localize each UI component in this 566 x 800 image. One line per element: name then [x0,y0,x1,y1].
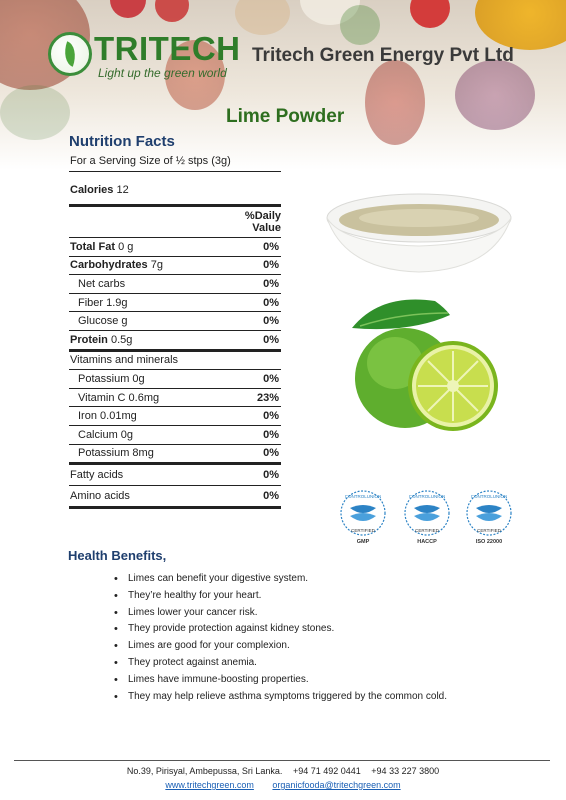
list-item: • Limes are good for your complexion. [112,638,447,655]
calories-row [69,172,281,207]
turmeric-decoration [475,0,566,50]
nutrient-row-iron [69,407,281,426]
nutrient-name: Amino acids [70,490,130,503]
footer-address: No.39, Pirisyal, Ambepussa, Sri Lanka. [126,766,283,776]
tritech-logo [48,30,248,90]
nutrient-percent: 0% [263,259,279,272]
list-item: • Limes lower your cancer risk. [112,605,447,622]
nutrient-name: Fatty acids [70,469,124,482]
cert-sub-text: CERTIFIED [415,528,439,533]
product-title: Lime Powder [226,106,345,127]
list-item: • Limes have immune-boosting properties. [112,672,447,689]
tomato-decoration [410,0,450,28]
daily-value-header-line2: Value [252,222,281,234]
nutrient-amount: 0.6mg [128,391,160,404]
nutrient-percent: 0% [263,428,279,441]
website-link[interactable]: www.tritechgreen.com [165,780,254,790]
cert-label: ISO 22000 [475,539,503,545]
nutrient-name: Vitamins and minerals [70,354,179,367]
nutrient-amount: 0.5g [110,333,133,346]
cert-ring-text: CONTROLUNION [408,494,446,499]
nutrient-percent: 0% [263,490,279,503]
nutrition-facts-panel [69,133,281,509]
lime-powder-bowl-image [325,192,513,274]
nutrient-percent: 0% [263,296,279,309]
nutrient-row-protein [69,331,281,352]
nutrient-name: Vitamin C [78,391,126,404]
nutrient-name: Glucose [78,315,119,328]
nutrient-name: Potassium [78,447,130,460]
tomato-decoration [155,0,189,22]
nutrient-name: Iron [78,410,97,423]
nutrient-row-net-carbs [69,275,281,294]
calories-value: 12 [116,184,129,196]
nutrient-percent: 0% [263,447,279,460]
vitamins-minerals-heading [69,352,281,371]
nutrient-percent: 0% [263,315,279,328]
nutrient-row-potassium-2 [69,445,281,466]
nutrient-row-vitamin-c [69,389,281,408]
nutrient-percent: 0% [263,333,279,346]
nutrient-name: Total Fat [70,240,116,253]
nutrient-percent: 23% [256,391,279,404]
cert-label: GMP [356,539,370,545]
logo-tagline: Light up the green world [98,66,227,80]
cert-sub-text: CERTIFIED [477,528,501,533]
calories-label: Calories [70,184,114,196]
list-item: • They provide protection against kidney stones. [112,621,447,638]
footer-phone-1: +94 71 492 0441 [292,766,361,776]
nutrient-name: Protein [70,333,108,346]
list-item: • Limes can benefit your digestive system. [112,571,447,588]
nutrient-name: Calcium [78,428,118,441]
nutrient-amount: 8mg [132,447,154,460]
nutrient-row-fiber [69,294,281,313]
company-name: Tritech Green Energy Pvt Ltd [252,45,514,66]
onion-decoration [455,60,535,130]
herb-decoration [340,5,380,45]
nutrient-amount: 0g [132,372,145,385]
haccp-certified-badge [402,488,452,548]
daily-value-header-line1: %Daily [244,210,281,222]
health-benefits-list [112,571,447,705]
iso-22000-certified-badge [464,488,514,548]
nutrition-facts-title: Nutrition Facts [69,133,175,150]
cert-ring-text: CONTROLUNION [470,494,508,499]
email-link[interactable]: organicfooda@tritechgreen.com [272,780,401,790]
nutrient-amount: 0.01mg [100,410,137,423]
nutrient-row-potassium [69,370,281,389]
list-item: • They’re healthy for your heart. [112,588,447,605]
nutrient-row-carbohydrates [69,257,281,276]
cert-sub-text: CERTIFIED [351,528,375,533]
nutrient-name: Potassium [78,372,130,385]
nutrient-row-amino-acids [69,486,281,509]
nutrient-row-calcium [69,426,281,445]
gmp-certified-badge [338,488,388,548]
nutrient-name: Carbohydrates [70,259,148,272]
nutrient-amount: g [121,315,128,328]
logo-name: TRITECH [94,30,241,67]
nutrient-row-glucose [69,312,281,331]
nutrient-row-total-fat [69,238,281,257]
nutrient-amount: 0g [120,428,134,441]
nutrient-amount: 1.9g [106,296,128,309]
lime-fruit-image [350,293,500,443]
footer-links [0,780,566,790]
health-benefits-title: Health Benefits, [68,548,167,563]
tomato-decoration [110,0,146,18]
nutrient-amount: 7g [150,259,163,272]
herb-decoration [0,85,70,140]
footer-phone-2: +94 33 227 3800 [371,766,440,776]
daily-value-header [69,207,281,238]
chili-bowl-decoration [365,60,425,145]
list-item: • They protect against anemia. [112,655,447,672]
nutrient-percent: 0% [263,372,279,385]
serving-size: For a Serving Size of ½ stps (3g) [69,152,281,172]
nutrient-name: Fiber [78,296,104,309]
nutrient-name: Net carbs [78,277,126,290]
nutrient-row-fatty-acids [69,465,281,486]
cert-label: HACCP [417,539,437,545]
list-item: • They may help relieve asthma symptoms triggered by the common cold. [112,689,447,706]
nutrient-percent: 0% [263,410,279,423]
nutrient-amount: 0 g [118,240,134,253]
cert-ring-text: CONTROLUNION [344,494,382,499]
nutrient-percent: 0% [263,277,279,290]
certification-badges [338,488,528,548]
nutrient-percent: 0% [263,469,279,482]
nutrient-percent: 0% [263,240,279,253]
globe-leaf-icon [48,32,92,76]
footer-contact [0,766,566,776]
footer-divider [14,760,550,761]
